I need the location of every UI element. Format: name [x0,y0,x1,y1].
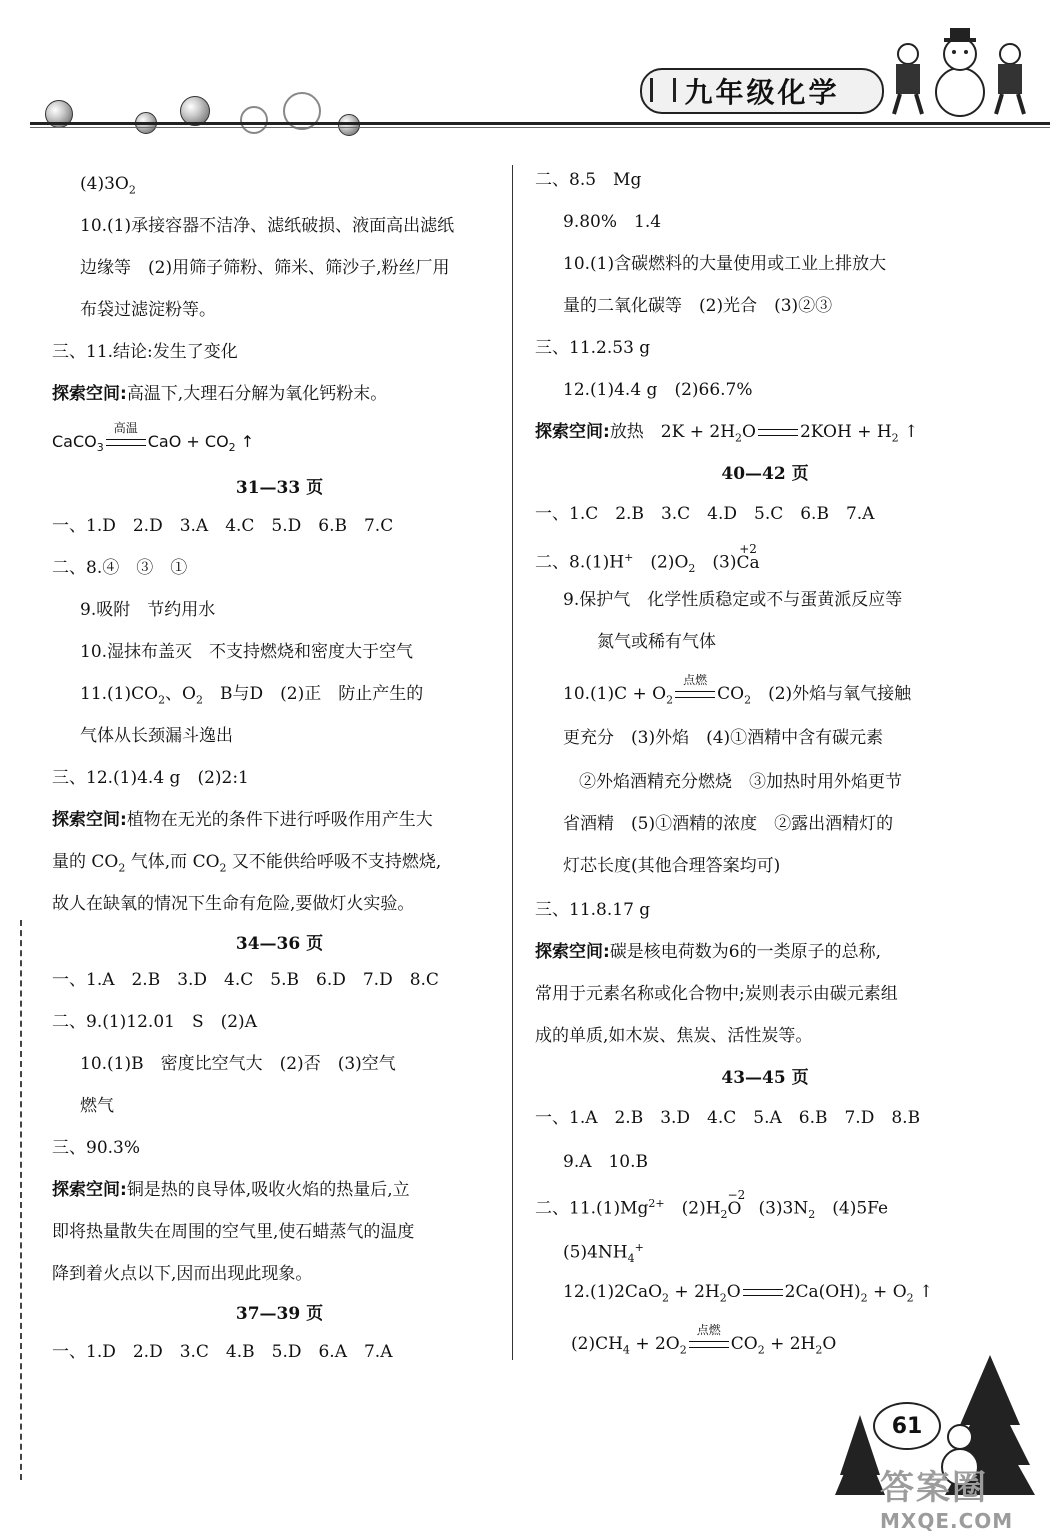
explore-line: 探索空间:铜是热的良导体,吸收火焰的热量后,立 [52,1180,410,1200]
title-bars-decoration [650,78,676,102]
answer-line: 一、1.A 2.B 3.D 4.C 5.A 6.B 7.D 8.B [535,1108,921,1128]
explore-line: 探索空间:放热 $2K + 2H_2O$ $2KOH + H_2$ ↑ [535,422,919,445]
answer-line: 边缘等 (2)用筛子筛粉、筛米、筛沙子,粉丝厂用 [80,258,450,278]
answer-line: 灯芯长度(其他合理答案均可) [563,856,781,876]
bead-decoration [338,114,360,136]
answer-line: 三、90.3% [52,1138,141,1158]
answer-line: 10.(1)承接容器不洁净、滤纸破损、液面高出滤纸 [80,216,455,236]
answer-line: 三、11.2.53 g [535,338,651,358]
explore-line: 探索空间:植物在无光的条件下进行呼吸作用产生大 [52,810,433,830]
answer-line: $(2)CH_4 + 2O_2$ 点燃 $CO_2 + 2H_2O$ [571,1323,837,1357]
answer-line: 二、8.5 Mg [535,170,642,190]
page-title [640,68,884,114]
ring-decoration [240,106,268,134]
answer-line: 9.80% 1.4 [563,212,662,232]
explore-line: 降到着火点以下,因而出现此现象。 [52,1264,313,1284]
answer-line: 二、8.④ ③ ① [52,558,188,578]
header-rule [30,122,1050,125]
answer-line: 三、11.结论:发生了变化 [52,342,238,362]
explore-line: 量的 $CO_2$ 气体,而 $CO_2$ 又不能供给呼吸不支持燃烧, [52,852,442,875]
answer-line: 一、1.C 2.B 3.C 4.D 5.C 6.B 7.A [535,504,875,524]
answer-line: $10.(1)C + O_2$ 点燃 $CO_2$ (2)外焰与氧气接触 [563,673,912,707]
answer-line: 9.吸附 节约用水 [80,600,216,620]
page-number: 61 [873,1402,941,1450]
section-heading: 34—36 页 [235,934,324,954]
section-heading: 31—33 页 [235,478,324,498]
column-divider [512,165,513,1360]
page-header [0,0,1060,140]
answer-line: 三、12.(1)4.4 g (2)2:1 [52,768,249,788]
answer-line: 一、1.D 2.D 3.C 4.B 5.D 6.A 7.A [52,1342,393,1362]
answer-line: 10.(1)含碳燃料的大量使用或工业上排放大 [563,254,887,274]
answer-line: 9.A 10.B [563,1152,649,1172]
answer-line: 三、11.8.17 g [535,900,651,920]
explore-line: 成的单质,如木炭、焦炭、活性炭等。 [535,1026,813,1046]
answer-line: 二、8.(1)H+ $(2)O_2$ (3) +2 Ca [535,541,760,576]
answer-line: 燃气 [80,1096,114,1116]
answer-line: 二、$11.(1)Mg^{2+}$ $(2)H_2$ −2 O $(3)3N_2$ (4)5Fe [535,1187,889,1222]
answer-line: $(5)4NH_4^+$ [563,1241,644,1266]
answer-line: 一、1.A 2.B 3.D 4.C 5.B 6.D 7.D 8.C [52,970,439,990]
answer-line: 二、9.(1)12.01 S (2)A [52,1012,257,1032]
section-heading: 40—42 页 [721,464,809,484]
binding-dash-line [20,920,22,1480]
answer-line: $(4)3O_2$ [80,174,136,197]
section-heading: 37—39 页 [235,1304,324,1324]
explore-line: 常用于元素名称或化合物中;炭则表示由碳元素组 [535,984,898,1004]
snowman-kids-illustration [880,10,1040,120]
explore-line: 即将热量散失在周围的空气里,使石蜡蒸气的温度 [52,1222,415,1242]
answer-line: 更充分 (3)外焰 (4)①酒精中含有碳元素 [563,728,884,748]
answer-line: $11.(1)CO_2$、$O_2$ B与D (2)正 防止产生的 [80,684,424,707]
answer-line: 布袋过滤淀粉等。 [80,300,216,320]
answer-line: 12.(1)4.4 g (2)66.7% [563,380,753,400]
page-title-text: 九年级化学 [684,76,840,109]
header-rule-thin [30,127,1050,128]
answer-line: 氮气或稀有气体 [597,632,716,652]
answer-line: 10.湿抹布盖灭 不支持燃烧和密度大于空气 [80,642,414,662]
section-heading: 43—45 页 [721,1068,809,1088]
answer-line: 9.保护气 化学性质稳定或不与蛋黄派反应等 [563,590,903,610]
explore-line: 故人在缺氧的情况下生命有危险,要做灯火实验。 [52,894,415,914]
answer-line: ②外焰酒精充分燃烧 ③加热时用外焰更节 [579,772,902,792]
answer-line: $12.(1)2CaO_2 + 2H_2O$ $2Ca(OH)_2 + O_2$ ↑ [563,1282,934,1305]
answer-line: 量的二氧化碳等 (2)光合 (3)②③ [563,296,833,316]
watermark: 答案圈 MXQE.COM [880,1468,1014,1533]
answer-line: 一、1.D 2.D 3.A 4.C 5.D 6.B 7.C [52,516,394,536]
explore-line: 探索空间:高温下,大理石分解为氧化钙粉末。 [52,384,388,404]
explore-line: 探索空间:碳是核电荷数为6的一类原子的总称, [535,942,882,962]
answer-line: 气体从长颈漏斗逸出 [80,726,233,746]
chemical-equation: CaCO$_3$ 高温 CaO + $CO_2$ ↑ [52,421,255,455]
answer-line: 10.(1)B 密度比空气大 (2)否 (3)空气 [80,1054,396,1074]
answer-line: 省酒精 (5)①酒精的浓度 ②露出酒精灯的 [563,814,894,834]
